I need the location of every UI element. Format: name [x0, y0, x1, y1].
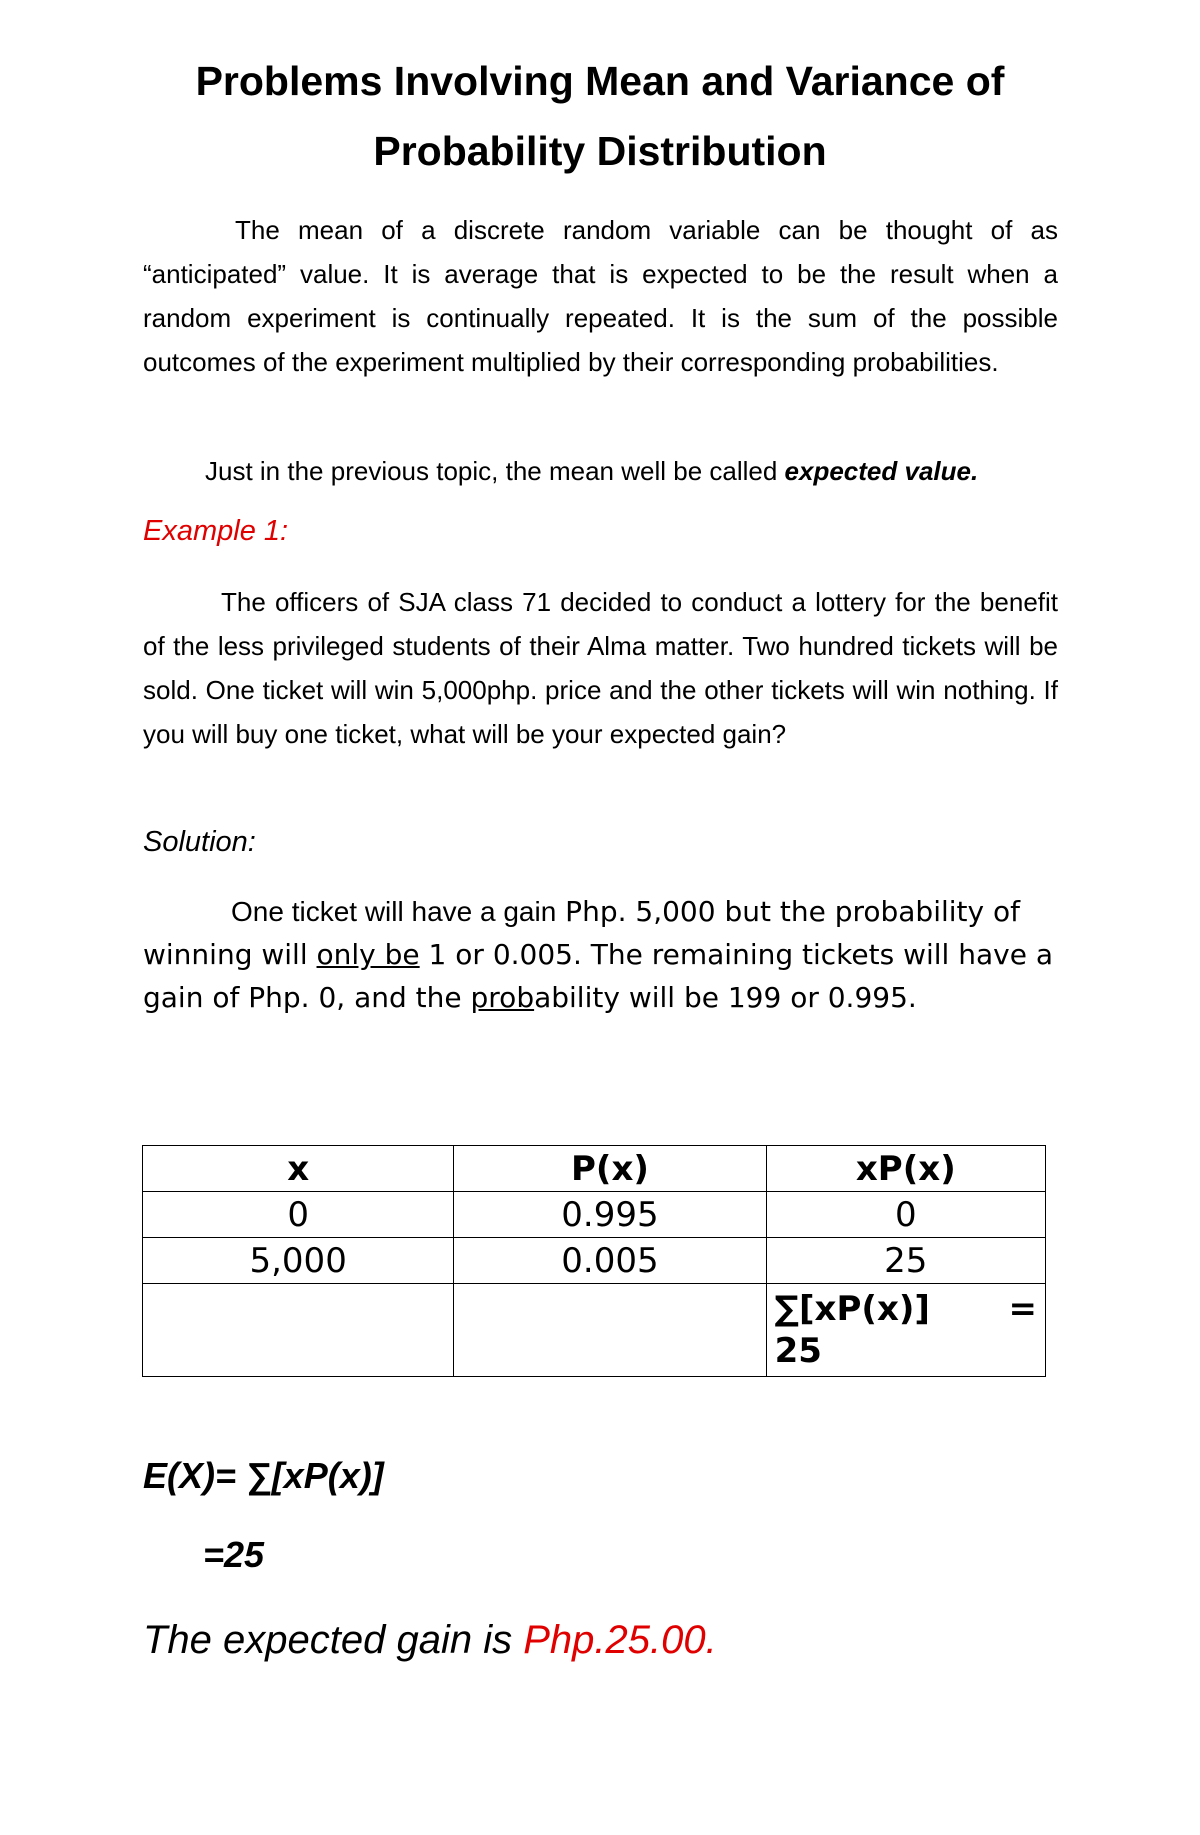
- cell-xpx: 0: [766, 1192, 1045, 1238]
- solution-underlined-1: only be: [316, 938, 420, 971]
- solution-part-3: hp. 0, and the: [265, 981, 471, 1014]
- expected-value-result: =25: [203, 1534, 265, 1575]
- empty-cell: [143, 1284, 454, 1377]
- intro-paragraph: The mean of a discrete random variable can be thought of as “anticipated” value. It is average that is expected to be the result when a random experiment is continually repeated. It is the sum of the possible outcomes of the experiment multiplied by their corresponding probabilities.: [143, 215, 1058, 377]
- table-row: [143, 1238, 1046, 1284]
- solution-label: Solution:: [143, 826, 256, 858]
- cell-px: 0.995: [454, 1192, 766, 1238]
- solution-underlined-2: of P: [212, 981, 266, 1014]
- solution-part-1: Php. 5,000 but the probability of winning will: [143, 895, 1020, 971]
- header-xpx: xP(x): [766, 1146, 1045, 1192]
- cell-px: 0.005: [454, 1238, 766, 1284]
- solution-part-2: 1 or 0.005. The remaining tickets will have a gain: [143, 938, 1053, 1014]
- table-header-row: [143, 1146, 1046, 1192]
- header-px: P(x): [454, 1146, 766, 1192]
- expected-value-formula: E(X)= ∑[xP(x)]: [143, 1455, 384, 1496]
- example-label: Example 1:: [143, 515, 289, 547]
- solution-part-4: ability will be 199 or 0.995.: [534, 981, 917, 1014]
- example-problem: The officers of SJA class 71 decided to conduct a lottery for the benefit of the less privileged students of their Alma matter. Two hundred tickets will be sold. One ticket will win 5,000php. price and the other tickets will win nothing. If you will buy one ticket, what will be your expected gain?: [143, 587, 1058, 749]
- note-emphasis: expected value.: [784, 456, 979, 486]
- header-x: x: [143, 1146, 454, 1192]
- solution-lead: One ticket will have a gain: [231, 896, 557, 927]
- conclusion-value: Php.25.00.: [523, 1618, 717, 1662]
- sum-equals: =: [1008, 1289, 1037, 1329]
- sum-label: ∑[xP(x)]: [774, 1289, 930, 1329]
- sum-cell: [766, 1284, 1045, 1377]
- expected-value-note: [205, 449, 1065, 493]
- solution-underlined-3: prob: [470, 981, 535, 1014]
- page-title-line-1: Problems Involving Mean and Variance of: [195, 58, 1005, 104]
- conclusion: [143, 1618, 717, 1663]
- note-text: Just in the previous topic, the mean well be called: [205, 456, 785, 486]
- conclusion-text: The expected gain is: [143, 1618, 524, 1662]
- cell-x: 0: [143, 1192, 454, 1238]
- sum-value: 25: [774, 1331, 822, 1371]
- table-row: [143, 1192, 1046, 1238]
- cell-x: 5,000: [143, 1238, 454, 1284]
- cell-xpx: 25: [766, 1238, 1045, 1284]
- table-sum-row: [143, 1284, 1046, 1377]
- probability-table: [142, 1145, 1046, 1377]
- empty-cell: [454, 1284, 766, 1377]
- page-title-line-2: Probability Distribution: [373, 128, 827, 174]
- solution-paragraph: [143, 890, 1058, 1019]
